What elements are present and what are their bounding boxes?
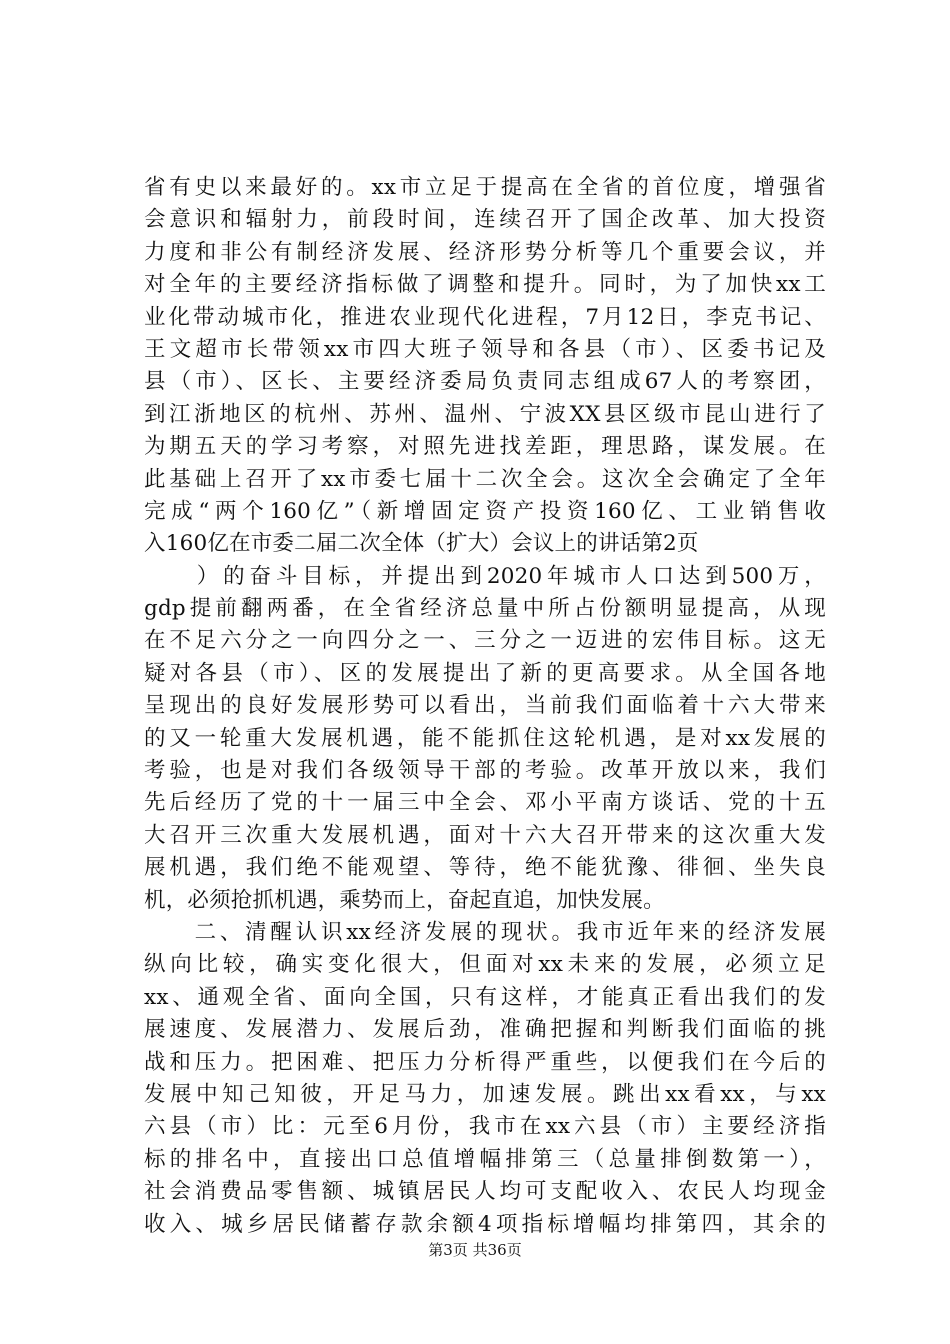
text-line: 此基础上召开了xx市委七届十二次全会。这次全会确定了全年 [144, 466, 826, 492]
text-line: 纵向比较，确实变化很大，但面对xx未来的发展，必须立足 [144, 952, 826, 978]
text-line: 先后经历了党的十一届三中全会、邓小平南方谈话、党的十五 [144, 790, 826, 816]
text-line: 标的排名中，直接出口总值增幅排第三（总量排倒数第一）， [144, 1146, 826, 1172]
text-line: xx、通观全省、面向全国，只有这样，才能真正看出我们的发 [144, 984, 826, 1010]
text-line: 疑对各县（市）、区的发展提出了新的更高要求。从全国各地 [144, 660, 826, 686]
text-line: gdp提前翻两番，在全省经济总量中所占份额明显提高，从现 [144, 596, 826, 622]
text-line: 王文超市长带领xx市四大班子领导和各县（市）、区委书记及 [144, 336, 826, 362]
text-line: 战和压力。把困难、把压力分析得严重些，以便我们在今后的 [144, 1049, 826, 1075]
page-footer [0, 1240, 950, 1260]
text-line: 完成“两个160亿”（新增固定资产投资160亿、工业销售收 [144, 498, 826, 524]
text-line: 会意识和辐射力，前段时间，连续召开了国企改革、加大投资 [144, 207, 826, 233]
text-line: 到江浙地区的杭州、苏州、温州、宁波XX县区级市昆山进行了 [144, 401, 826, 427]
text-line: 的又一轮重大发展机遇，能不能抓住这轮机遇，是对xx发展的 [144, 725, 826, 751]
text-line: 业化带动城市化，推进农业现代化进程，7月12日，李克书记、 [144, 304, 826, 330]
text-line: 力度和非公有制经济发展、经济形势分析等几个重要会议，并 [144, 239, 826, 265]
text-line: 在不足六分之一向四分之一、三分之一迈进的宏伟目标。这无 [144, 628, 826, 654]
text-line: 呈现出的良好发展形势可以看出，当前我们面临着十六大带来 [144, 693, 826, 719]
text-line: 二、清醒认识xx经济发展的现状。我市近年来的经济发展 [144, 919, 826, 945]
text-line: 省有史以来最好的。xx市立足于提高在全省的首位度，增强省 [144, 175, 826, 200]
text-line: 考验，也是对我们各级领导干部的考验。改革开放以来，我们 [144, 758, 826, 784]
text-line: 六县（市）比：元至6月份，我市在xx六县（市）主要经济指 [144, 1114, 826, 1140]
text-line: 大召开三次重大发展机遇，面对十六大召开带来的这次重大发 [144, 822, 826, 848]
text-line: 展机遇，我们绝不能观望、等待，绝不能犹豫、徘徊、坐失良 [144, 855, 826, 881]
text-line: 机，必须抢抓机遇，乘势而上，奋起直追，加快发展。 [144, 887, 665, 913]
text-line: 社会消费品零售额、城镇居民人均可支配收入、农民人均现金 [144, 1179, 826, 1205]
text-line: 为期五天的学习考察，对照先进找差距，理思路，谋发展。在 [144, 434, 826, 460]
text-line: 入160亿在市委二届二次全体（扩大）会议上的讲话第2页 [144, 531, 699, 557]
text-line: 收入、城乡居民储蓄存款余额4项指标增幅均排第四，其余的 [144, 1211, 826, 1237]
text-line: ）的奋斗目标，并提出到2020年城市人口达到500万， [144, 563, 826, 589]
text-line: 县（市）、区长、主要经济委局负责同志组成67人的考察团， [144, 369, 826, 395]
document-body [144, 172, 826, 1241]
text-line: 展速度、发展潜力、发展后劲，准确把握和判断我们面临的挑 [144, 1017, 826, 1043]
text-line: 发展中知己知彼，开足马力，加速发展。跳出xx看xx，与xx [144, 1081, 826, 1107]
page-number: 第3页 共36页 [428, 1241, 522, 1259]
text-line: 对全年的主要经济指标做了调整和提升。同时，为了加快xx工 [144, 272, 826, 298]
